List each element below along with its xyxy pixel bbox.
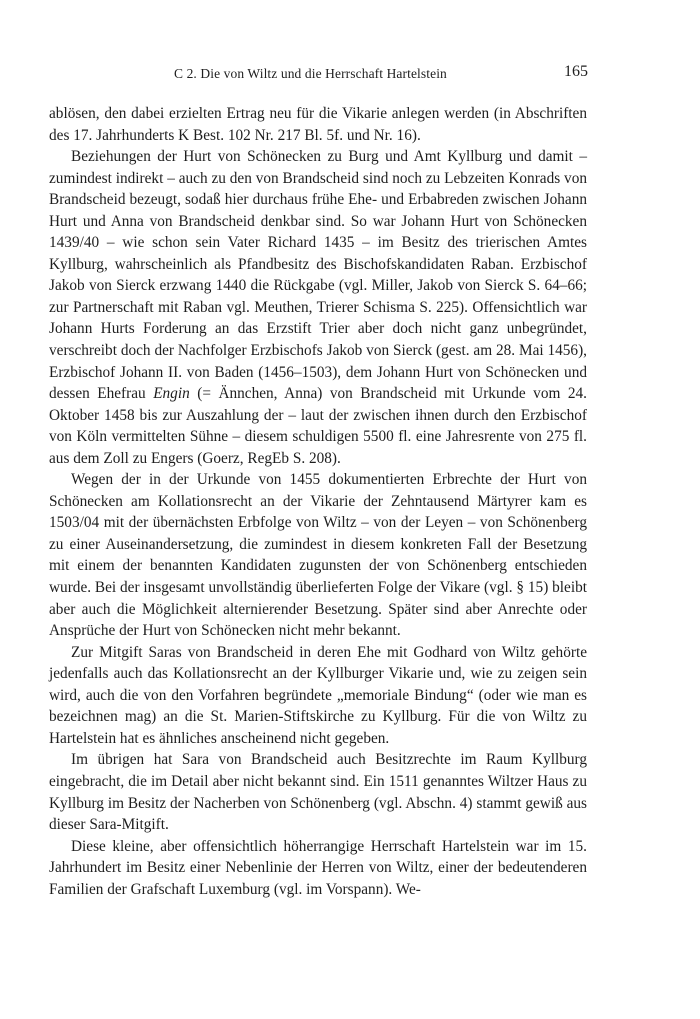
paragraph-hartelstein-lordship: Diese kleine, aber offensichtlich höherrangige Herrschaft Hartelstein war im 15. Jahrhundert im Besitz einer Nebenlinie der Herren von Wiltz, einer der bedeutenderen Familien der Grafschaft Luxemburg (vgl. im Vorspann). We-: [49, 837, 587, 898]
paragraph-continuation: ablösen, den dabei erzielten Ertrag neu für die Vikarie anlegen werden (in Abschriften des 17. Jahrhunderts K Best. 102 Nr. 217 Bl. 5f. und Nr. 16).: [49, 105, 587, 144]
paragraph-text: Beziehungen der Hurt von Schönecken zu Burg und Amt Kyllburg und damit – zumindest indirekt – auch zu den von Brandscheid sind noch zu Lebzeiten Konrads von Brandscheid bezeugt, sodaß hier durchaus frühe Ehe- und Erbabreden zwischen Johann Hurt und Anna von Brandscheid denkbar sind. So war Johann Hurt von Schönecken 1439/40 – wie schon sein Vater Richard 1435 – im Besitz des trierischen Amtes Kyllburg, wahrscheinlich als Pfandbesitz des Bischofskandidaten Raban. Erzbischof Jakob von Sierck erzwang 1440 die Rückgabe (vgl. Miller, Jakob von Sierck S. 64–66; zur Partnerschaft mit Raban vgl. Meuthen, Trierer Schisma S. 225). Offensichtlich war Johann Hurts Forderung an das Erzstift Trier aber doch nicht ganz unbegründet, verschreibt doch der Nachfolger Erzbischofs Jakob von Sierck (gest. am 28. Mai 1456), Erzbischof Johann II. von Baden (1456–1503), dem Johann Hurt von Schönecken und dessen Ehefrau: [49, 148, 587, 403]
italic-name-engin: Engin: [153, 385, 190, 403]
paragraph-hurt-relations: [49, 146, 587, 469]
paragraph-sara-dowry: Zur Mitgift Saras von Brandscheid in deren Ehe mit Godhard von Wiltz gehörte jedenfalls auch das Kollationsrecht an der Kyllburger Vikarie und, wie zu zeigen sein wird, auch die von den Vorfahren begründete „memoriale Bindung“ (oder wie man es bezeichnen mag) an die St. Marien-Stiftskirche zu Kyllburg. Für die von Wiltz zu Hartelstein hat es ähnliches anscheinend nicht gegeben.: [49, 643, 587, 747]
paragraph-text: (= Ännchen, Anna) von Brandscheid mit Urkunde vom 24. Oktober 1458 bis zur Auszahlung der – laut der zwischen ihnen durch den Erzbischof von Köln vermittelten Sühne – diesem schuldigen 5500 fl. eine Jahresrente von 275 fl. aus dem Zoll zu Engers (Goerz, RegEb S. 208).: [49, 385, 587, 467]
page-header: [50, 63, 650, 86]
running-title: C 2. Die von Wiltz und die Herrschaft Hartelstein: [174, 66, 447, 81]
paragraph-inheritance-rights: Wegen der in der Urkunde von 1455 dokumentierten Erbrechte der Hurt von Schönecken am Kollationsrecht an der Vikarie der Zehntausend Märtyrer kam es 1503/04 mit der übernächsten Erbfolge von Wiltz – von der Leyen – von Schönenberg zu einer Auseinandersetzung, die zumindest in diesem konkreten Fall der Besetzung mit einem der benannten Kandidaten zugunsten der von Schönenberg entschieden wurde. Bei der insgesamt unvollständig überlieferten Folge der Vikare (vgl. § 15) bleibt aber auch die Möglichkeit alternierender Besetzung. Später sind aber Anrechte oder Ansprüche der Hurt von Schönecken nicht mehr bekannt.: [49, 471, 587, 640]
page-number: 165: [564, 63, 588, 80]
paragraph-property-rights: Im übrigen hat Sara von Brandscheid auch Besitzrechte im Raum Kyllburg eingebracht, die im Detail aber nicht bekannt sind. Ein 1511 genanntes Wiltzer Haus zu Kyllburg im Besitz der Nacherben von Schönenberg (vgl. Abschn. 4) stammt gewiß aus dieser Sara-Mitgift.: [49, 751, 587, 834]
body-text: [49, 103, 587, 900]
